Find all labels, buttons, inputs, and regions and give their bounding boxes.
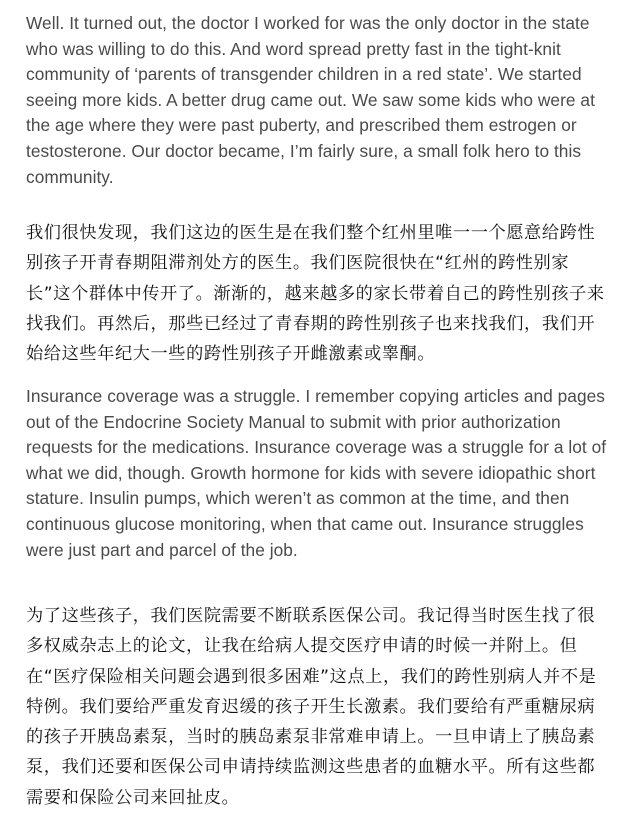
chinese-paragraph-1: 我们很快发现，我们这边的医生是在我们整个红州里唯一一个愿意给跨性别孩子开青春期阻滞剂处方的医生。我们医院很快在“红州的跨性别家长”这个群体中传开了。渐渐的，越来越多的家长带着自己的跨性别孩子来找我们。再然后，那些已经过了青春期的跨性别孩子也来找我们，我们开始给这些年纪大一些的跨性别孩子开雌激素或睾酮。: [26, 223, 605, 365]
english-paragraph-2: Insurance coverage was a struggle. I remember copying articles and pages out of the Endocrine Society Manual to submit with prior authorization requests for the medications. Insurance coverage was a struggle for a lot of what we did, though. Growth hormone for kids with severe idiopathic short stature. Insulin pumps, which weren’t as common at the time, and then continuous glucose monitoring, when that came out. Insurance struggles were just part and parcel of the job.: [26, 386, 607, 560]
english-paragraph-1: Well. It turned out, the doctor I worked for was the only doctor in the state who was willing to do this. And word spread pretty fast in the tight-knit community of ‘parents of transgender children in a red state’. We started seeing more kids. A better drug came out. We saw some kids who were at the age where they were past puberty, and prescribed them estrogen or testosterone. Our doctor became, I’m fairly sure, a small folk hero to this community.: [26, 13, 595, 187]
chinese-paragraph-2: 为了这些孩子，我们医院需要不断联系医保公司。我记得当时医生找了很多权威杂志上的论文，让我在给病人提交医疗申请的时候一并附上。但在“医疗保险相关问题会遇到很多困难”这点上，我们的跨性别病人并不是特例。我们要给严重发育迟缓的孩子开生长激素。我们要给有严重糖尿病的孩子开胰岛素泵，当时的胰岛素泵非常难申请上。一旦申请上了胰岛素泵，我们还要和医保公司申请持续监测这些患者的血糖水平。所有这些都需要和保险公司来回扯皮。: [26, 606, 597, 808]
